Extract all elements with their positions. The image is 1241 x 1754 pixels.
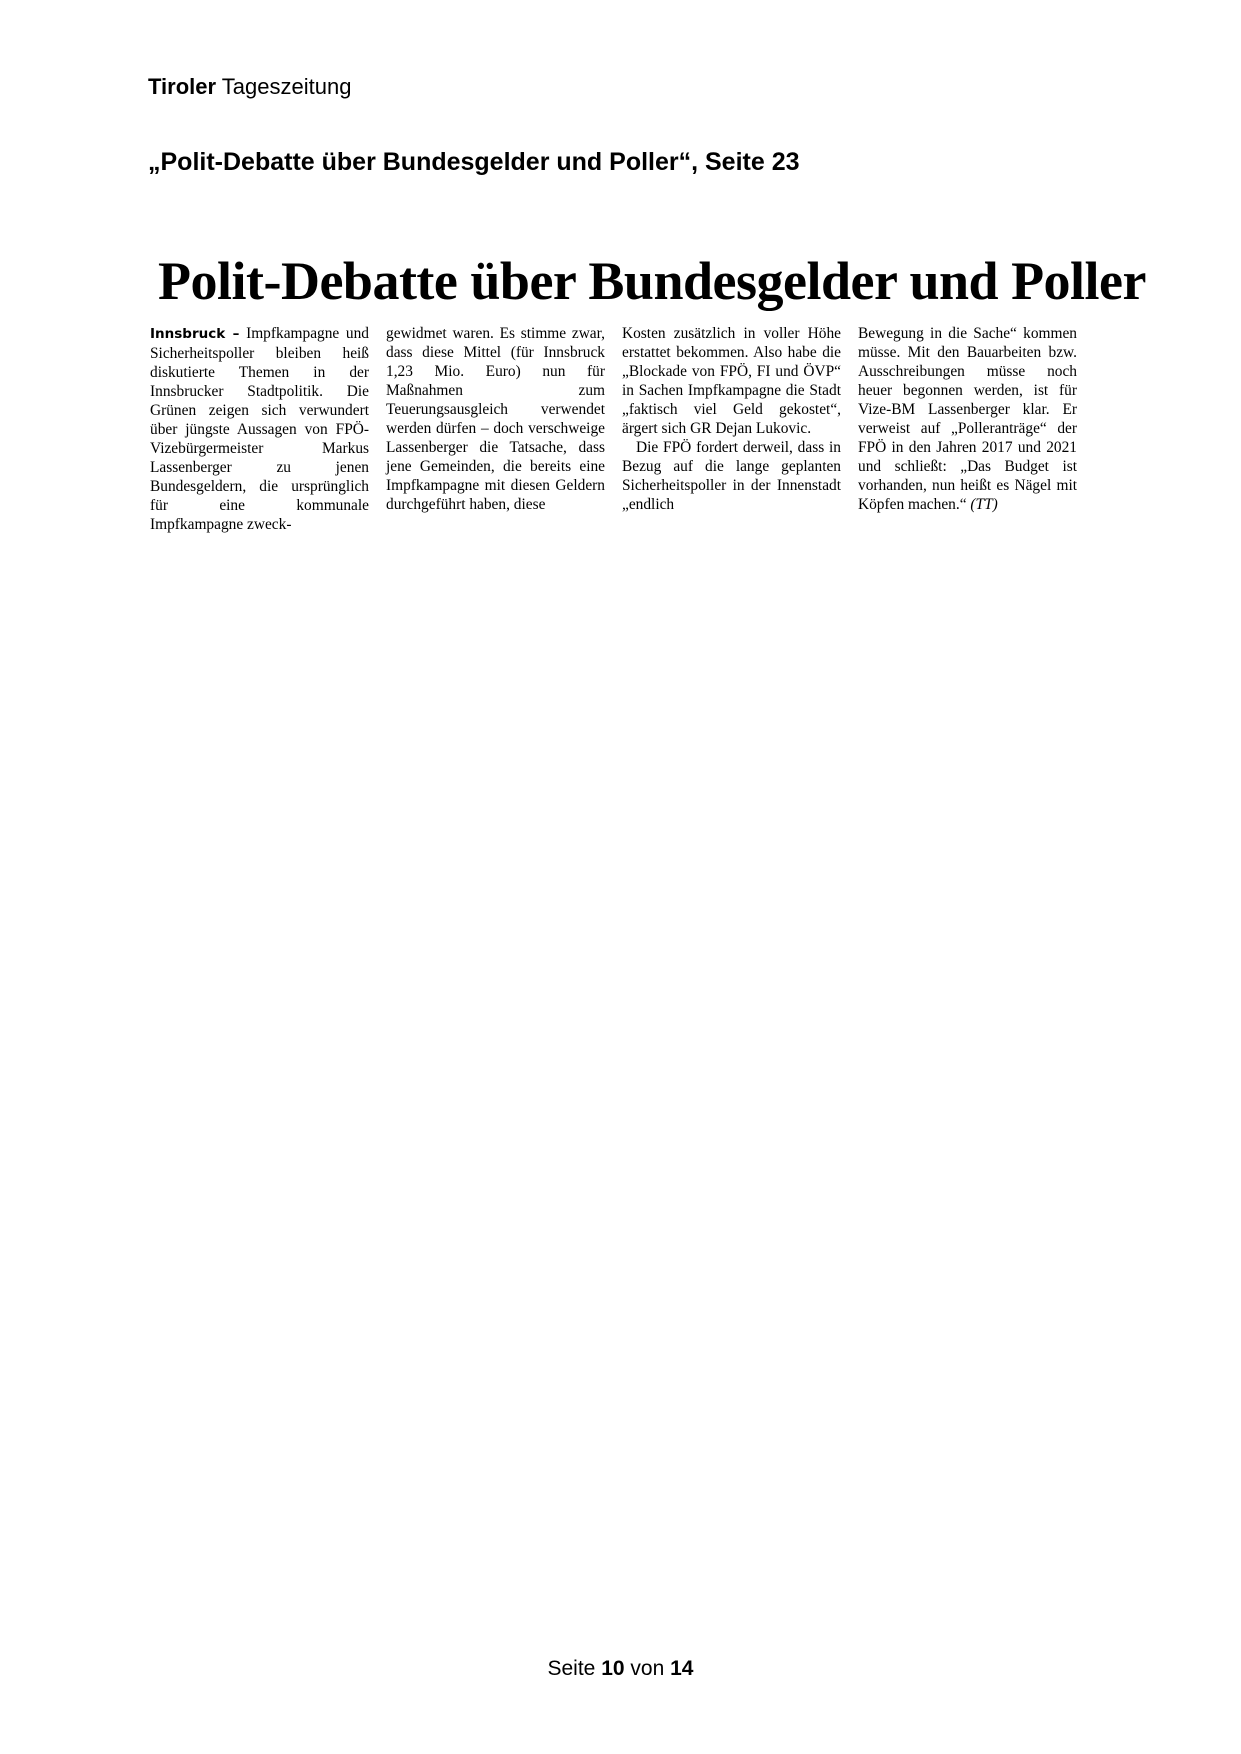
article-column-2 — [386, 324, 605, 534]
source-name-regular: Tageszeitung — [221, 74, 352, 99]
article-column-3 — [622, 324, 841, 534]
total-page-count: 14 — [670, 1657, 694, 1680]
article-signature: (TT) — [970, 496, 998, 513]
page-footer — [0, 1657, 1241, 1681]
current-page-number: 10 — [601, 1657, 625, 1680]
column-3-paragraph-1: Kosten zusätzlich in voller Höhe erstattet bekommen. Also habe die „Blockade von FPÖ, FI und ÖVP“ in Sachen Impfkampagne die Stadt „faktisch viel Geld gekostet“, ärgert sich GR Dejan Lukovic. — [622, 325, 841, 437]
article-clipping — [150, 250, 1146, 534]
column-1-text: Impfkampagne und Sicherheitspoller bleiben heiß diskutierte Themen in der Innsbrucker Stadtpolitik. Die Grünen zeigen sich verwundert über jüngste Aussagen von FPÖ-Vizebürgermeister Markus Lassenberger zu jenen Bundesgeldern, die ursprünglich für eine kommunale Impfkampagne zweck- — [150, 325, 369, 533]
document-heading: „Polit-Debatte über Bundesgelder und Poller“, Seite 23 — [148, 148, 800, 176]
article-column-1 — [150, 324, 369, 534]
article-paragraph — [150, 324, 369, 534]
article-headline: Polit-Debatte über Bundesgelder und Poller — [158, 251, 1146, 311]
footer-prefix: Seite — [547, 1657, 596, 1680]
newspaper-source — [148, 74, 351, 100]
source-name-bold: Tiroler — [148, 74, 217, 99]
column-3-paragraph-2: Die FPÖ fordert derweil, dass in Bezug auf die lange geplanten Sicherheitspoller in der Innenstadt „endlich — [622, 439, 841, 513]
footer-middle: von — [630, 1657, 665, 1680]
article-dateline: Innsbruck – — [150, 326, 240, 342]
column-2-text: gewidmet waren. Es stimme zwar, dass diese Mittel (für Innsbruck 1,23 Mio. Euro) nun für Maßnahmen zum Teuerungsausgleich verwendet werden dürfen – doch verschweige Lassenberger die Tatsache, dass jene Gemeinden, die bereits eine Impfkampagne mit diesen Geldern durchgeführt haben, diese — [386, 325, 605, 513]
article-column-4 — [858, 324, 1077, 534]
column-4-text: Bewegung in die Sache“ kommen müsse. Mit den Bauarbeiten bzw. Ausschreibungen müsse noch heuer begonnen werden, ist für Vize-BM Lassenberger klar. Er verweist auf „Polleranträge“ der FPÖ in den Jahren 2017 und 2021 und schließt: „Das Budget ist vorhanden, nun heißt es Nägel mit Köpfen machen.“ — [858, 325, 1077, 513]
article-paragraph — [858, 324, 1077, 514]
article-columns — [150, 324, 1078, 534]
